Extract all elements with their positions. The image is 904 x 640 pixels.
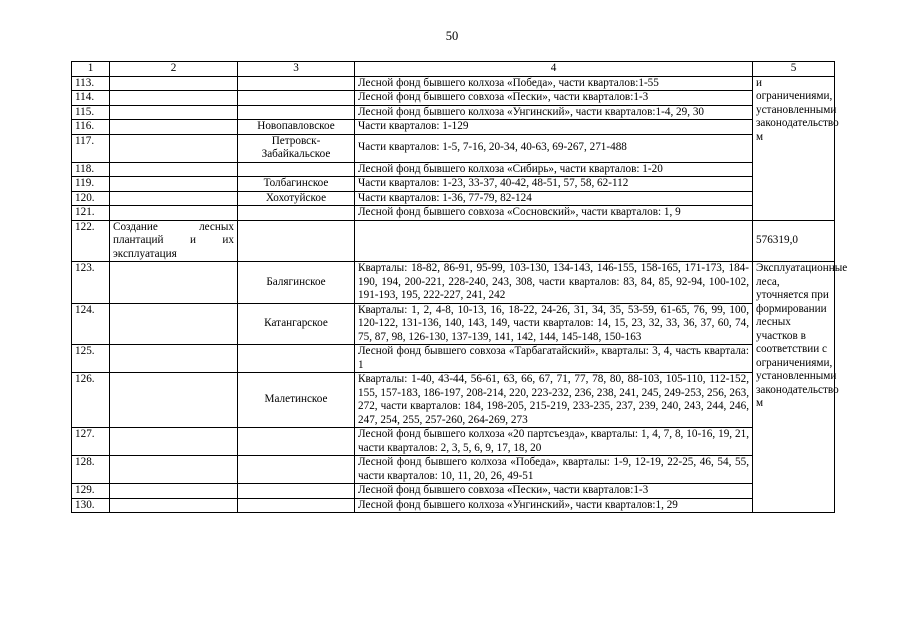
quarters-cell: Кварталы: 1, 2, 4-8, 10-13, 16, 18-22, 24-26, 31, 34, 35, 53-59, 61-65, 76, 99, 100, 120-122, 131-136, 140, 143, 149, части кварталов: 14, 15, 23, 32, 33, 36, 37, 60, 74, 75, 87, 98, 126-130, 137-139, 141, 142, 144, 145-148, 150-163 xyxy=(355,303,753,345)
quarters-cell: Части кварталов: 1-36, 77-79, 82-124 xyxy=(355,191,753,206)
purpose-cell xyxy=(110,177,238,192)
quarters-cell: Лесной фонд бывшего колхоза «20 партсъезда», кварталы: 1, 4, 7, 8, 10-16, 19, 21, части кварталов: 2, 3, 5, 6, 9, 17, 18, 20 xyxy=(355,428,753,456)
quarters-cell: Кварталы: 1-40, 43-44, 56-61, 63, 66, 67, 71, 77, 78, 80, 88-103, 105-110, 112-152, 155, 157-183, 186-197, 208-214, 220, 223-232, 236, 238, 241, 245, 249-253, 256, 263, 272, части кварталов: 184, 198-205, 215-219, 233-235, 237, 239, 240, 243, 244, 246, 247, 254, 255, 257-260, 264-269, 273 xyxy=(355,373,753,428)
purpose-cell xyxy=(110,456,238,484)
quarters-cell: Лесной фонд бывшего совхоза «Пески», части кварталов:1-3 xyxy=(355,484,753,499)
row-number: 121. xyxy=(72,206,110,221)
forestry-cell xyxy=(238,220,355,262)
purpose-cell xyxy=(110,191,238,206)
row-number: 115. xyxy=(72,105,110,120)
purpose-cell xyxy=(110,76,238,91)
forestry-cell xyxy=(238,76,355,91)
table-row xyxy=(72,76,835,91)
purpose-cell xyxy=(110,484,238,499)
purpose-cell xyxy=(110,428,238,456)
forestry-cell: Петровск-Забайкальское xyxy=(238,134,355,162)
row-number: 129. xyxy=(72,484,110,499)
purpose-cell xyxy=(110,345,238,373)
table-row xyxy=(72,105,835,120)
quarters-cell: Кварталы: 18-82, 86-91, 95-99, 103-130, 134-143, 146-155, 158-165, 171-173, 184-190, 194, 200-221, 228-240, 243, 308, части кварталов: 83, 84, 85, 92-94, 100-102, 191-193, 195, 222-227, 241, 242 xyxy=(355,262,753,304)
row-number: 123. xyxy=(72,262,110,304)
table-row xyxy=(72,134,835,162)
table-row xyxy=(72,120,835,135)
forestry-cell xyxy=(238,498,355,513)
forestry-cell: Малетинское xyxy=(238,373,355,428)
forestry-cell xyxy=(238,456,355,484)
forestry-cell xyxy=(238,484,355,499)
row-number: 125. xyxy=(72,345,110,373)
forestry-cell: Новопавловское xyxy=(238,120,355,135)
table-row xyxy=(72,345,835,373)
purpose-cell xyxy=(110,303,238,345)
table-row xyxy=(72,206,835,221)
row-number: 127. xyxy=(72,428,110,456)
purpose-cell xyxy=(110,134,238,162)
quarters-cell xyxy=(355,220,753,262)
table-row xyxy=(72,373,835,428)
quarters-cell: Лесной фонд бывшего колхоза «Унгинский», части кварталов:1-4, 29, 30 xyxy=(355,105,753,120)
purpose-cell xyxy=(110,373,238,428)
table-row xyxy=(72,91,835,106)
quarters-cell: Лесной фонд бывшего колхоза «Победа», части кварталов:1-55 xyxy=(355,76,753,91)
forestry-cell xyxy=(238,162,355,177)
table-row xyxy=(72,498,835,513)
quarters-cell: Части кварталов: 1-129 xyxy=(355,120,753,135)
header-cell: 2 xyxy=(110,62,238,77)
forestry-cell xyxy=(238,345,355,373)
purpose-cell xyxy=(110,91,238,106)
table-row xyxy=(72,220,835,262)
forestry-cell: Толбагинское xyxy=(238,177,355,192)
header-row xyxy=(72,62,835,77)
forestry-cell: Балягинское xyxy=(238,262,355,304)
row-number: 117. xyxy=(72,134,110,162)
row-number: 126. xyxy=(72,373,110,428)
header-cell: 3 xyxy=(238,62,355,77)
forestry-cell: Катангарское xyxy=(238,303,355,345)
restrictions-note: и ограничениями, установленными законодательство м xyxy=(753,76,835,220)
purpose-cell: Создание лесных плантаций и их эксплуатация xyxy=(110,220,238,262)
purpose-cell xyxy=(110,120,238,135)
quarters-cell: Лесной фонд бывшего совхоза «Тарбагатайский», кварталы: 3, 4, часть квартала: 1 xyxy=(355,345,753,373)
forestry-cell: Хохотуйское xyxy=(238,191,355,206)
quarters-cell: Части кварталов: 1-5, 7-16, 20-34, 40-63, 69-267, 271-488 xyxy=(355,134,753,162)
purpose-cell xyxy=(110,206,238,221)
purpose-cell xyxy=(110,162,238,177)
table-row xyxy=(72,177,835,192)
quarters-cell: Лесной фонд бывшего колхоза «Победа», кварталы: 1-9, 12-19, 22-25, 46, 54, 55, части кварталов: 10, 11, 20, 26, 49-51 xyxy=(355,456,753,484)
header-cell: 1 xyxy=(72,62,110,77)
table-row xyxy=(72,484,835,499)
table-row xyxy=(72,456,835,484)
row-number: 130. xyxy=(72,498,110,513)
quarters-cell: Лесной фонд бывшего колхоза «Сибирь», части кварталов: 1-20 xyxy=(355,162,753,177)
row-number: 120. xyxy=(72,191,110,206)
table-row xyxy=(72,262,835,304)
quarters-cell: Лесной фонд бывшего совхоза «Пески», части кварталов:1-3 xyxy=(355,91,753,106)
forestry-cell xyxy=(238,428,355,456)
row-number: 119. xyxy=(72,177,110,192)
row-number: 124. xyxy=(72,303,110,345)
row-number: 114. xyxy=(72,91,110,106)
row-number: 118. xyxy=(72,162,110,177)
row-number: 116. xyxy=(72,120,110,135)
quarters-cell: Части кварталов: 1-23, 33-37, 40-42, 48-51, 57, 58, 62-112 xyxy=(355,177,753,192)
forestry-cell xyxy=(238,206,355,221)
header-cell: 4 xyxy=(355,62,753,77)
purpose-cell xyxy=(110,105,238,120)
table-row xyxy=(72,303,835,345)
table-row xyxy=(72,191,835,206)
forestry-cell xyxy=(238,91,355,106)
volume-value: 576319,0 xyxy=(753,220,835,262)
quarters-cell: Лесной фонд бывшего совхоза «Сосновский», части кварталов: 1, 9 xyxy=(355,206,753,221)
row-number: 113. xyxy=(72,76,110,91)
row-number: 128. xyxy=(72,456,110,484)
forestry-cell xyxy=(238,105,355,120)
quarters-cell: Лесной фонд бывшего колхоза «Унгинский», части кварталов:1, 29 xyxy=(355,498,753,513)
table-row xyxy=(72,162,835,177)
row-number: 122. xyxy=(72,220,110,262)
table-row xyxy=(72,428,835,456)
forest-table xyxy=(71,61,848,513)
header-cell: 5 xyxy=(753,62,835,77)
purpose-cell xyxy=(110,498,238,513)
exploitation-note: Эксплуатационные леса, уточняется при формировании лесных участков в соответствии с ограничениями, установленными законодательство м xyxy=(753,262,835,513)
page-number: 50 xyxy=(445,29,459,43)
purpose-cell xyxy=(110,262,238,304)
